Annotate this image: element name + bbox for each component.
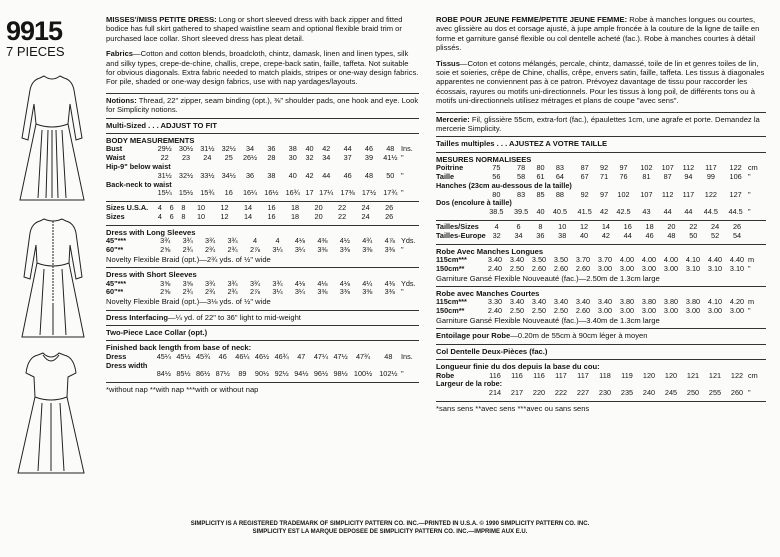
- fr-title: ROBE POUR JEUNE FEMME/PETITE JEUNE FEMME:: [436, 15, 628, 24]
- table-row: Hanches (23cm au-dessous de la taille): [436, 180, 572, 190]
- en-finished-length-label: Finished back length from base of neck:: [106, 343, 252, 353]
- table-row: Hip-9" below waist: [106, 162, 171, 172]
- fr-longues-garniture: Garniture Gansé Flexible Nouveauté (fac.)—2.50m de 1.3cm large: [436, 273, 660, 283]
- en-fabrics-text: —Cotton and cotton blends, broadcloth, chintz, damask, linen and linen types, silk and silky types, crepe-de-chine, challis, crepe, crepe-back satin, faille, taffeta. Not suitable for obvious diagonals. Extra fabric needed to match plaids, stripes or one-way design fabrics. For pile, shaded or one-way design fabrics, use with nap yardages/layouts.: [106, 49, 419, 87]
- table-row: Sizes U.S.A. 4 6 8 10 12 14 16 18 20 22 24 26: [106, 203, 394, 213]
- en-title: MISSES'/MISS PETITE DRESS:: [106, 15, 217, 24]
- fr-description: Robe à manches longues ou courtes, avec glissière au dos et corsage ajusté, à jupe ample froncée à la couture de la ligne de taille en forme et garniture gansé flexible ou col dentelle acheté (fac.). Robe à manches courtes à détail plissés.: [436, 15, 760, 53]
- fr-longueur-label: Longueur finie du dos depuis la base du cou:: [436, 362, 600, 372]
- en-lace-collar: Two-Piece Lace Collar (opt.): [106, 328, 208, 338]
- table-row: Dos (encolure à taille): [436, 198, 512, 208]
- fr-mercerie-text: Fil, glissière 55cm, extra-fort (fac.), épaulettes 1cm, une agrafe et porte. Demandez la mercerie Simplicity.: [436, 114, 760, 134]
- table-row: Tailles-Europe 32 34 36 38 40 42 44 46 48 50 52 54: [436, 230, 742, 240]
- en-description: Long or short sleeved dress with back zipper and fitted bodice has full skirt gathered to shaped waistline seam and optional flexible braid trim or purchased lace collar. Short sleeved dress has pleat detail.: [106, 15, 403, 43]
- en-multi-size: Multi-Sized . . . ADJUST TO FIT: [106, 120, 217, 130]
- fr-body-table: [436, 164, 766, 217]
- table-row: 38.5 39.5 40 40.5 41.5 42 42.5 43 44 44 44.5 44.5 ": [489, 207, 751, 217]
- en-short-braid: Novelty Flexible Braid (opt.)—3⅛ yds. of ½" wide: [106, 297, 271, 307]
- fr-courtes-table: [436, 298, 766, 316]
- table-row: 60"** 2⅝ 2¾ 2¾ 2¾ 2⅞ 3¼ 3¼ 3⅜ 3⅜ 3⅜ 3⅜ ": [106, 287, 404, 297]
- fr-longues-table: [436, 256, 766, 274]
- table-row: 84½ 85½ 86½ 87½ 89 90½ 92½ 94½ 96½ 98½ 100½ 102½ ": [156, 369, 404, 379]
- table-row: 15¼ 15½ 15¾ 16 16¼ 16½ 16¾ 17 17¼ 17⅜ 17½ 17¾ ": [157, 188, 404, 198]
- en-fabrics-label: Fabrics: [106, 49, 134, 59]
- en-short-yardage-table: [106, 280, 419, 298]
- fr-mesures: MESURES NORMALISEES: [436, 154, 532, 164]
- en-interfacing-label: Dress Interfacing: [106, 312, 169, 322]
- table-row: 31½ 32½ 33½ 34½ 36 38 40 42 44 46 48 50 ": [157, 170, 404, 180]
- fr-mercerie-label: Mercerie:: [436, 114, 470, 124]
- table-row: 45"*** 3¾ 3¾ 3¾ 3¾ 4 4 4⅛ 4⅜ 4½ 4¾ 4⅞ Yds.: [106, 236, 416, 246]
- dress-front-long-sleeve-illustration: [12, 68, 92, 208]
- table-row: Tailles/Sizes 4 6 8 10 12 14 16 18 20 22 24 26: [436, 222, 742, 232]
- fr-courtes-garniture: Garniture Gansé Flexible Nouveauté (fac.)—3.40m de 1.3cm large: [436, 316, 660, 326]
- en-notions-text: Thread, 22" zipper, seam binding (opt.), ⅜" shoulder pads, one hook and eye. Look for Simplicity notions.: [106, 95, 419, 115]
- fr-longues-title: Robe Avec Manches Longues: [436, 246, 544, 256]
- en-sizes-table: [106, 204, 419, 222]
- en-footnote: *without nap **with nap ***with or without nap: [106, 385, 259, 395]
- french-column: [436, 15, 766, 413]
- table-row: Dress width: [106, 360, 148, 370]
- dress-short-sleeve-illustration: [10, 345, 92, 480]
- fr-entoilage-text: —0.20m de 55cm à 90cm léger à moyen: [510, 331, 648, 341]
- en-long-sleeves-title: Dress with Long Sleeves: [106, 227, 196, 237]
- footer-line-fr: SIMPLICITY EST LA MARQUE DEPOSEE DE SIMPLICITY PATTERN CO. INC.—IMPRIME AUX E.U.: [252, 529, 528, 535]
- footer-line-en: SIMPLICITY IS A REGISTERED TRADEMARK OF SIMPLICITY PATTERN CO. INC.—PRINTED IN U.S.A. © 1990 SIMPLICITY PATTERN CO. INC.: [190, 521, 590, 527]
- fr-entoilage-label: Entoilage pour Robe: [436, 331, 511, 341]
- en-long-braid: Novelty Flexible Braid (opt.)—2¾ yds. of ½" wide: [106, 254, 271, 264]
- english-column: [106, 15, 419, 395]
- table-row: Poitrine 75 78 80 83 87 92 97 102 107 112 117 122 cm: [436, 163, 758, 173]
- table-row: 150cm** 2.40 2.50 2.60 2.60 2.60 3.00 3.00 3.00 3.00 3.10 3.10 3.10 ": [436, 263, 751, 273]
- fr-courtes-title: Robe avec Manches Courtes: [436, 289, 540, 299]
- table-row: 115cm*** 3.30 3.40 3.40 3.40 3.40 3.40 3.80 3.80 3.80 3.80 4.10 4.20 m: [436, 297, 755, 307]
- table-row: 60"** 2⅝ 2¾ 2¾ 2¾ 2⅞ 3¼ 3¼ 3⅜ 3⅜ 3⅜ 3⅜ ": [106, 245, 404, 255]
- table-row: Robe 116 116 116 117 117 118 119 120 120 121 121 122 cm: [436, 370, 758, 380]
- pattern-number: 9915: [6, 16, 63, 46]
- en-body-table: [106, 145, 419, 198]
- table-row: Dress 45¼ 45½ 45¾ 46 46¼ 46½ 46¾ 47 47¼ 47½ 47¾ 48 Ins.: [106, 351, 413, 361]
- table-row: Waist 22 23 24 25 26½ 28 30 32 34 37 39 41½ ": [106, 153, 404, 163]
- fr-multi-size: Tailles multiples . . . AJUSTEZ A VOTRE TAILLE: [436, 139, 608, 149]
- table-row: 115cm*** 3.40 3.40 3.50 3.50 3.70 3.70 4.00 4.00 4.00 4.10 4.40 4.40 m: [436, 255, 755, 265]
- copyright-footer: [0, 520, 780, 536]
- table-row: 45"*** 3⅝ 3⅝ 3¾ 3¾ 3¾ 3¾ 4⅛ 4⅛ 4⅛ 4¼ 4⅜ Yds.: [106, 278, 416, 288]
- en-finished-table: [106, 353, 419, 379]
- fr-footnote: *sans sens **avec sens ***avec ou sans sens: [436, 404, 590, 414]
- fr-tissus-text: —Coton et cotons mélangés, percale, chintz, damassé, toile de lin et genres toiles de lin, soie et soieries, crêpe de Chine, challis, crêpe, envers satin, faille, taffeta. Les tissus à diagonales apparentes ne conviennent pas à ce patron. Prévoyez davantage de tissu pour raccorder les écossais, rayures ou motifs uni-directionnels. Pour les tissus à long poil, de différents tons ou à motifs uni-directionnels utilisez métrages et plans de coupe "avec sens".: [436, 58, 765, 106]
- table-row: 214 217 220 222 227 230 235 240 245 250 255 260 ": [488, 388, 751, 398]
- fr-col-dentelle: Col Dentelle Deux-Pièces (fac.): [436, 346, 548, 356]
- table-row: Bust 29½ 30½ 31½ 32½ 34 36 38 40 42 44 46 48 Ins.: [106, 144, 413, 154]
- fr-tissus-label: Tissus: [436, 58, 460, 68]
- table-row: 80 83 85 88 92 97 102 107 112 117 122 127 ": [492, 189, 751, 199]
- fr-finished-table: [436, 372, 766, 398]
- en-body-measurements: BODY MEASUREMENTS: [106, 136, 195, 146]
- en-notions-label: Notions:: [106, 95, 137, 105]
- table-row: 150cm** 2.40 2.50 2.50 2.50 2.60 3.00 3.00 3.00 3.00 3.00 3.00 3.00 ": [436, 306, 751, 316]
- en-short-sleeves-title: Dress with Short Sleeves: [106, 270, 197, 280]
- pieces-count: 7 PIECES: [6, 44, 65, 59]
- fr-sizes-table: [436, 223, 766, 241]
- dress-back-zipper-illustration: [14, 213, 92, 343]
- table-row: Largeur de la robe:: [436, 379, 503, 389]
- table-row: Sizes 4 6 8 10 12 14 16 18 20 22 24 26: [106, 212, 394, 222]
- en-interfacing-text: —¼ yd. of 22" to 36" light to mid-weight: [168, 312, 301, 322]
- table-row: Taille 56 58 61 64 67 71 76 81 87 94 99 106 ": [436, 172, 751, 182]
- en-long-yardage-table: [106, 237, 419, 255]
- table-row: Back-neck to waist: [106, 179, 172, 189]
